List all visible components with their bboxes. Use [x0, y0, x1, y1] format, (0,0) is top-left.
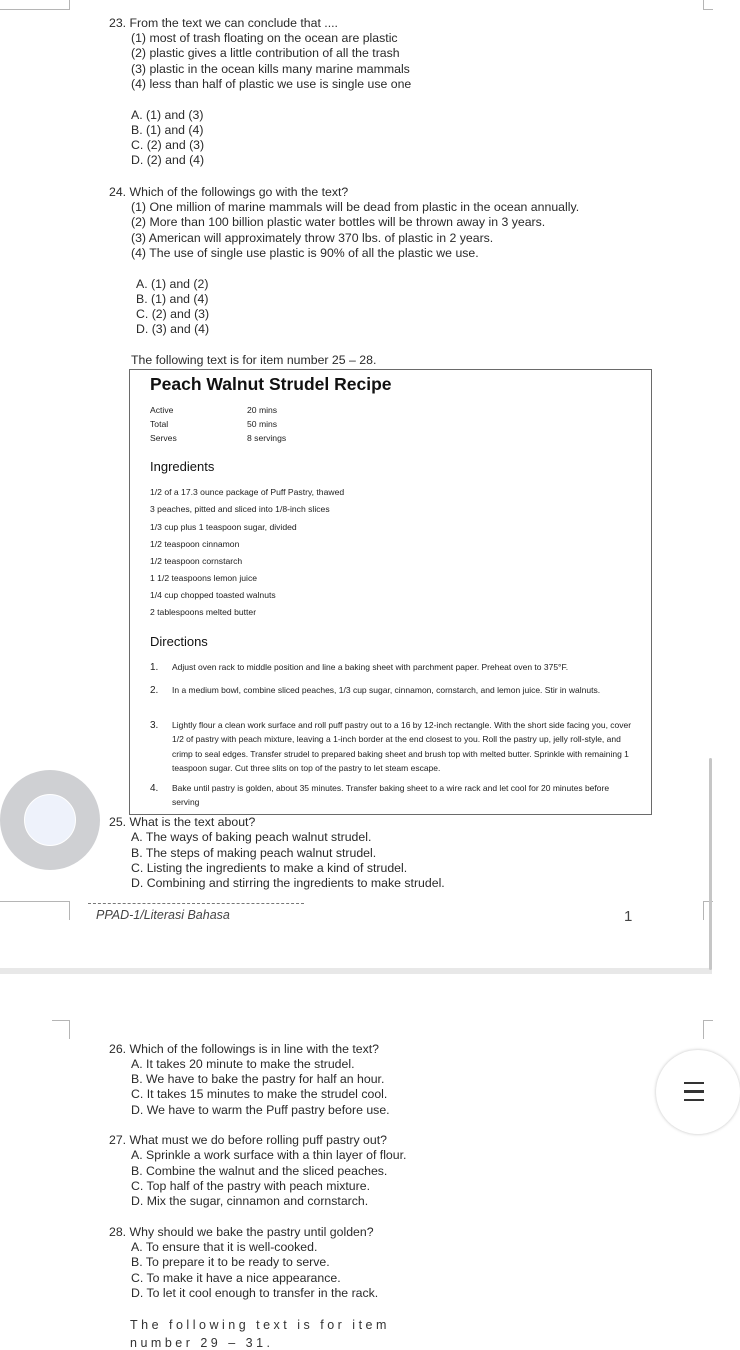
answer-option: C. (2) and (3)	[131, 138, 205, 152]
answer-option: A. (1) and (2)	[136, 277, 209, 291]
statement: (1) most of trash floating on the ocean are plastic	[131, 31, 398, 45]
direction-text: Bake until pastry is golden, about 35 minutes. Transfer baking sheet to a wire rack and let cool for 20 minutes before serving	[172, 783, 610, 808]
ingredient-item: 1/2 of a 17.3 ounce package of Puff Pastry, thawed	[150, 487, 345, 497]
statement: (1) One million of marine mammals will be dead from plastic in the ocean annually.	[131, 200, 580, 214]
direction-number: 3.	[150, 720, 159, 731]
statement: (4) less than half of plastic we use is single use one	[131, 77, 412, 91]
answer-option: C. It takes 15 minutes to make the strudel cool.	[131, 1087, 388, 1101]
ingredient-item: 1/4 cup chopped toasted walnuts	[150, 590, 276, 600]
question-stem: 25. What is the text about?	[109, 815, 256, 829]
answer-option: C. Top half of the pastry with peach mixture.	[131, 1179, 370, 1193]
answer-option: A. (1) and (3)	[131, 108, 204, 122]
answer-option: D. Mix the sugar, cinnamon and cornstarch.	[131, 1194, 369, 1208]
answer-option: C. (2) and (3)	[136, 307, 210, 321]
answer-option: A. Sprinkle a work surface with a thin layer of flour.	[131, 1148, 407, 1162]
time-label: Total	[150, 419, 169, 429]
crop-mark	[52, 1020, 70, 1039]
footer-divider	[88, 903, 304, 904]
direction-number: 4.	[150, 783, 159, 794]
ingredient-item: 1/2 teaspoon cornstarch	[150, 556, 243, 566]
crop-mark	[703, 0, 713, 10]
time-label: Serves	[150, 433, 177, 443]
time-value: 50 mins	[247, 419, 278, 429]
next-passage-intro	[130, 1313, 400, 1350]
question-stem: 27. What must we do before rolling puff pastry out?	[109, 1133, 387, 1147]
answer-option: B. The steps of making peach walnut strudel.	[131, 846, 377, 860]
direction-number: 2.	[150, 685, 159, 696]
crop-mark	[0, 901, 70, 920]
answer-option: B. Combine the walnut and the sliced peaches.	[131, 1164, 388, 1178]
time-label: Active	[150, 405, 174, 415]
statement: (3) plastic in the ocean kills many marine mammals	[131, 62, 410, 76]
scrollbar-thumb[interactable]	[709, 758, 712, 970]
answer-option: D. To let it cool enough to transfer in the rack.	[131, 1286, 379, 1300]
directions-heading: Directions	[150, 634, 208, 649]
menu-icon	[684, 1082, 704, 1107]
answer-option: C. Listing the ingredients to make a kind of strudel.	[131, 861, 408, 875]
next-passage-text: The following text is for item number 29 – 31.	[130, 1318, 390, 1350]
answer-option: A. The ways of baking peach walnut strudel.	[131, 830, 372, 844]
ingredient-item: 1 1/2 teaspoons lemon juice	[150, 573, 258, 583]
question-stem: 26. Which of the followings is in line with the text?	[109, 1042, 379, 1056]
answer-option: D. Combining and stirring the ingredients to make strudel.	[131, 876, 445, 890]
ingredient-item: 2 tablespoons melted butter	[150, 607, 257, 617]
recipe-box	[129, 369, 652, 815]
question-stem: 24. Which of the followings go with the text?	[109, 185, 349, 199]
direction-text: In a medium bowl, combine sliced peaches, 1/3 cup sugar, cinnamon, cornstarch, and lemon juice. Stir in walnuts.	[172, 685, 601, 695]
answer-option: A. It takes 20 minute to make the strudel.	[131, 1057, 355, 1071]
passage-intro: The following text is for item number 25 – 28.	[131, 353, 377, 367]
question-stem: 28. Why should we bake the pastry until golden?	[109, 1225, 374, 1239]
statement: (3) American will approximately throw 370 lbs. of plastic in 2 years.	[131, 231, 494, 245]
ingredient-item: 1/3 cup plus 1 teaspoon sugar, divided	[150, 522, 297, 532]
statement: (4) The use of single use plastic is 90% of all the plastic we use.	[131, 246, 479, 260]
ingredient-item: 3 peaches, pitted and sliced into 1/8-inch slices	[150, 504, 330, 514]
floating-circle-button[interactable]	[0, 770, 100, 870]
ingredients-heading: Ingredients	[150, 459, 215, 474]
direction-number: 1.	[150, 662, 159, 673]
time-value: 8 servings	[247, 433, 287, 443]
answer-option: D. We have to warm the Puff pastry before use.	[131, 1103, 390, 1117]
direction-text: Lightly flour a clean work surface and roll puff pastry out to a 16 by 12-inch rectangle. With the short side facing you, cover 1/2 of pastry with peach mixture, leaving a 1-inch border at the end closest to you. Roll the pastry up, jelly roll-style, and crimp to seal edges. Transfer strudel to prepared baking sheet and brush top with melted butter. Sprinkle with remaining 1 teaspoon sugar. Cut three slits on top of the pastry to let steam escape.	[172, 720, 632, 774]
ingredient-item: 1/2 teaspoon cinnamon	[150, 539, 240, 549]
footer-label: PPAD-1/Literasi Bahasa	[96, 908, 230, 922]
statement: (2) plastic gives a little contribution of all the trash	[131, 46, 400, 60]
crop-mark	[703, 1020, 713, 1039]
direction-text: Adjust oven rack to middle position and line a baking sheet with parchment paper. Preheat oven to 375°F.	[172, 662, 569, 672]
answer-option: D. (3) and (4)	[136, 322, 210, 336]
answer-option: D. (2) and (4)	[131, 153, 205, 167]
crop-mark	[0, 0, 70, 10]
answer-option: A. To ensure that it is well-cooked.	[131, 1240, 318, 1254]
answer-option: C. To make it have a nice appearance.	[131, 1271, 341, 1285]
answer-option: B. (1) and (4)	[131, 123, 204, 137]
time-value: 20 mins	[247, 405, 278, 415]
answer-option: B. To prepare it to be ready to serve.	[131, 1255, 330, 1269]
circle-icon	[24, 794, 76, 846]
page-number: 1	[624, 908, 633, 925]
menu-button[interactable]	[656, 1050, 740, 1134]
answer-option: B. (1) and (4)	[136, 292, 209, 306]
recipe-title: Peach Walnut Strudel Recipe	[150, 374, 392, 394]
question-stem: 23. From the text we can conclude that ....	[109, 16, 338, 30]
statement: (2) More than 100 billion plastic water bottles will be thrown away in 3 years.	[131, 215, 546, 229]
answer-option: B. We have to bake the pastry for half an hour.	[131, 1072, 385, 1086]
